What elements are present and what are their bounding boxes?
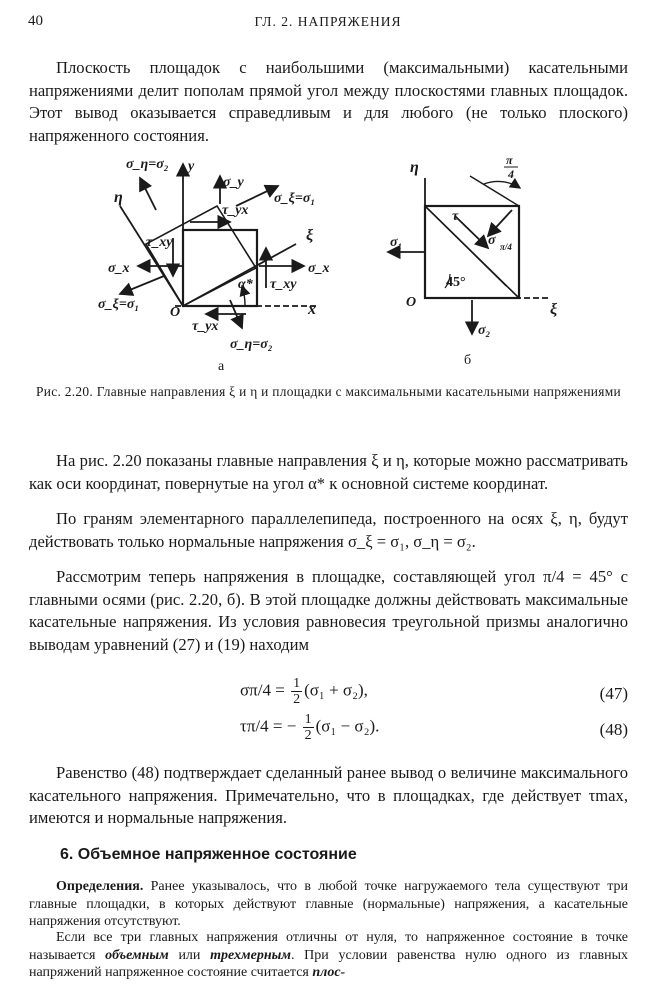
label-sigma-pi4: σ <box>488 233 496 248</box>
equation-47-number: (47) <box>599 684 628 703</box>
label-eta-axis-b: η <box>410 159 419 176</box>
equation-48-number: (48) <box>599 720 628 739</box>
section-title: 6. Объемное напряженное состояние <box>60 846 357 863</box>
label-x-axis: x <box>308 301 316 318</box>
label-xi-axis: ξ <box>306 227 314 244</box>
label-sigma-y: σ_y <box>223 175 244 190</box>
equation-47-fraction <box>291 676 302 707</box>
label-origin-b: O <box>406 295 417 310</box>
term-plane: плос- <box>312 965 346 980</box>
small-paragraph-2-text-c: . При условии равенства нулю одного из главных напряжений напряженное состояние считается <box>29 947 628 980</box>
element-square <box>183 230 257 306</box>
paragraph-1: Плоскость площадок с наибольшими (максимальными) касательными напряжениями делит пополам прямой угол между плоскостями главных площадок. Этот вывод оказывается справедливым и для любого (не только плоского) напряженного состояния. <box>29 58 628 145</box>
equation-47-lhs: σπ/4 = <box>240 680 290 700</box>
label-sigma-xi-bottom: σ_ξ=σ₁ <box>98 297 140 312</box>
paragraph-3: По граням элементарного параллелепипеда, построенного на осях ξ, η, будут действовать только нормальные напряжения σ_ξ = σ₁, σ_η = σ₂. <box>29 509 628 551</box>
label-angle-45: 45° <box>446 275 466 290</box>
page-number: 40 <box>28 13 43 29</box>
sublabel-a: а <box>218 359 225 374</box>
diagram-b <box>388 176 548 334</box>
label-tau-xy-right: τ_xy <box>270 277 297 292</box>
equation-48-numerator: 1 <box>304 712 312 727</box>
tau-pi4-arrow <box>455 216 488 248</box>
label-y-axis: y <box>188 159 195 174</box>
page-header <box>28 13 628 35</box>
equation-47-formula <box>240 676 368 707</box>
equation-48-lhs: τπ/4 = − <box>240 716 301 736</box>
paragraph-5: Равенство (48) подтверждает сделанный ранее вывод о величине максимального касательного напряжения. Примечательно, что в площадках, где действует τmax, имеются и нормальные напряжения. <box>29 763 628 828</box>
label-xi-axis-b: ξ <box>550 301 558 318</box>
equation-47-denominator: 2 <box>293 692 301 707</box>
equation-48 <box>200 712 628 748</box>
small-paragraph-1-text: Ранее указывалось, что в любой точке нагружаемого тела существуют три главные площадки, в которых действуют главные (нормальные) напряжения, а касательные напряжения отсутствуют. <box>29 879 628 929</box>
definitions-lead: Определения. <box>56 879 144 894</box>
label-angle-top-num: π <box>506 153 513 167</box>
sigma-eta-top-arrow <box>140 178 156 210</box>
figure-svg <box>60 148 580 378</box>
paragraph-4: Рассмотрим теперь напряжения в площадке, составляющей угол π/4 = 45° с главными осями (рис. 2.20, б). В этой площадке должны действовать максимальные касательные напряжения. Из условия равновесия треугольной призмы аналогично выводам уравнений (27) и (19) находим <box>29 567 628 654</box>
sublabel-b: б <box>464 353 472 368</box>
equation-48-denominator: 2 <box>304 728 312 743</box>
label-angle-top-den: 4 <box>508 167 514 181</box>
term-three-dimensional: трехмерным <box>210 947 291 963</box>
figure-2-20 <box>60 148 580 378</box>
equation-47 <box>200 676 628 712</box>
small-paragraph-2-text-b: или <box>168 947 211 963</box>
sigma-xi-bottom-arrow <box>120 276 164 294</box>
label-tau-yx-top: τ_yx <box>222 203 249 218</box>
figure-caption: Рис. 2.20. Главные направления ξ и η и площадки с максимальными касательными напряжениями <box>36 384 621 399</box>
equation-47-rhs: (σ₁ + σ₂), <box>304 680 368 700</box>
label-origin-a: O <box>170 305 181 320</box>
label-sigma-eta-bottom: σ_η=σ₂ <box>230 337 273 352</box>
pi4-arc <box>484 181 520 188</box>
label-sigma-2: σ₂ <box>478 323 491 338</box>
label-sigma-x-left: σ_x <box>108 261 130 276</box>
small-paragraph-2 <box>29 929 628 982</box>
small-paragraph-2-text-a: Если все три главных напряжения отличны от нуля, то напряженное состояние в точке называется <box>29 930 628 963</box>
label-sigma-xi-top: σ_ξ=σ₁ <box>274 191 316 206</box>
label-tau-xy-left: τ_xy <box>146 235 173 250</box>
equation-48-fraction <box>303 712 314 743</box>
label-eta-axis: η <box>114 189 123 206</box>
equation-47-numerator: 1 <box>293 676 301 691</box>
running-title: ГЛ. 2. НАПРЯЖЕНИЯ <box>254 14 402 29</box>
label-sigma-1: σ₁ <box>390 235 403 250</box>
small-paragraph-1 <box>29 878 628 931</box>
equation-48-rhs: (σ₁ − σ₂). <box>315 716 380 736</box>
term-volumetric: объемным <box>105 947 169 963</box>
label-pi-over-4-small: π/4 <box>500 242 512 252</box>
paragraph-2: На рис. 2.20 показаны главные направления ξ и η, которые можно рассматривать как оси координат, повернутые на угол α* к основной системе координат. <box>29 451 628 493</box>
label-tau-yx-bottom: τ_yx <box>192 319 219 334</box>
label-alpha: α* <box>238 277 253 292</box>
label-sigma-eta-top: σ_η=σ₂ <box>126 157 169 172</box>
label-sigma-x-right: σ_x <box>308 261 330 276</box>
diagram-b-labels <box>390 153 558 368</box>
equation-48-formula <box>240 712 379 743</box>
label-tau-pi4: τ <box>452 209 459 224</box>
